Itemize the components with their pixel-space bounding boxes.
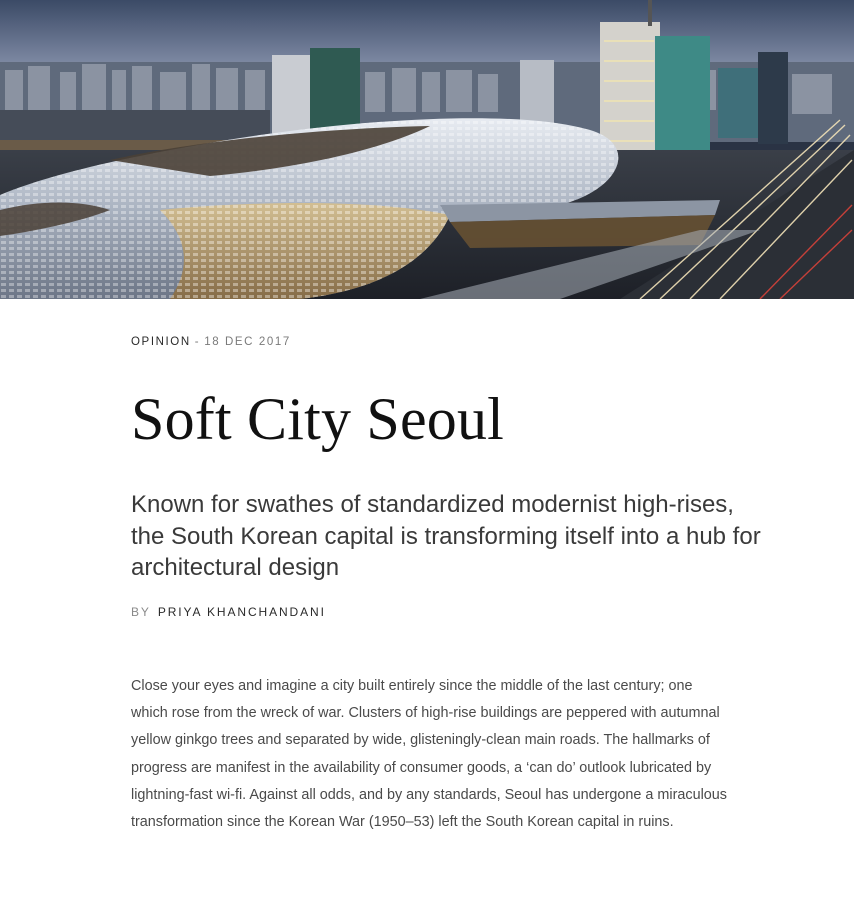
category-link[interactable]: OPINION (131, 336, 191, 348)
article-meta (131, 336, 291, 348)
author-link[interactable]: PRIYA KHANCHANDANI (157, 605, 326, 619)
byline (131, 605, 326, 619)
meta-separator: - (194, 336, 201, 348)
article-title: Soft City Seoul (131, 386, 505, 452)
publish-date: 18 DEC 2017 (204, 336, 291, 348)
hero-photo-illustration (0, 0, 854, 299)
byline-prefix: BY (131, 605, 151, 619)
article-standfirst: Known for swathes of standardized modernist high-rises, the South Korean capital is transforming itself into a hub for architectural design (131, 491, 761, 581)
article-body-paragraph: Close your eyes and imagine a city built entirely since the middle of the last century; one which rose from the wreck of war. Clusters of high-rise buildings are peppered with autumnal yellow ginkgo trees and separated by wide, glisteningly-clean main roads. The hallmarks of progress are manifest in the availability of consumer goods, a ‘can do’ outlook lubricated by lightning-fast wi-fi. Against all odds, and by any standards, Seoul has undergone a miraculous transformation since the Korean War (1950–53) left the South Korean capital in ruins. (131, 678, 727, 831)
hero-image (0, 0, 854, 299)
